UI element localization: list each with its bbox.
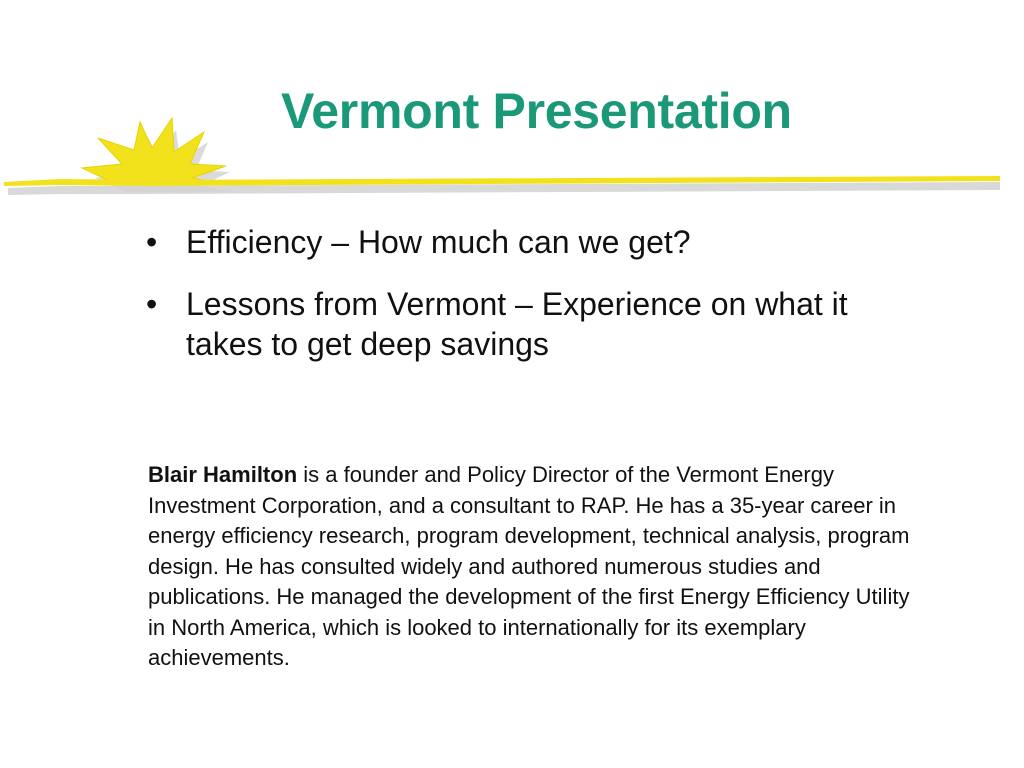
speaker-bio — [148, 460, 918, 674]
bullet-item — [144, 222, 904, 262]
bullet-text: Lessons from Vermont – Experience on what it takes to get deep savings — [186, 286, 848, 362]
bullet-text: Efficiency – How much can we get? — [186, 224, 691, 260]
speaker-bio-text: is a founder and Policy Director of the Vermont Energy Investment Corporation, and a consultant to RAP. He has a 35-year career in energy efficiency research, program development, technical analysis, program design. He has consulted widely and authored numerous studies and publications. He managed the development of the first Energy Efficiency Utility in North America, which is looked to internationally for its exemplary achievements. — [148, 462, 910, 670]
bullet-icon: • — [146, 224, 158, 260]
slide-title: Vermont Presentation — [281, 83, 792, 139]
bullet-icon: • — [146, 286, 158, 322]
bullet-item — [144, 284, 904, 364]
bullet-list — [144, 222, 904, 386]
speaker-name: Blair Hamilton — [148, 462, 298, 487]
